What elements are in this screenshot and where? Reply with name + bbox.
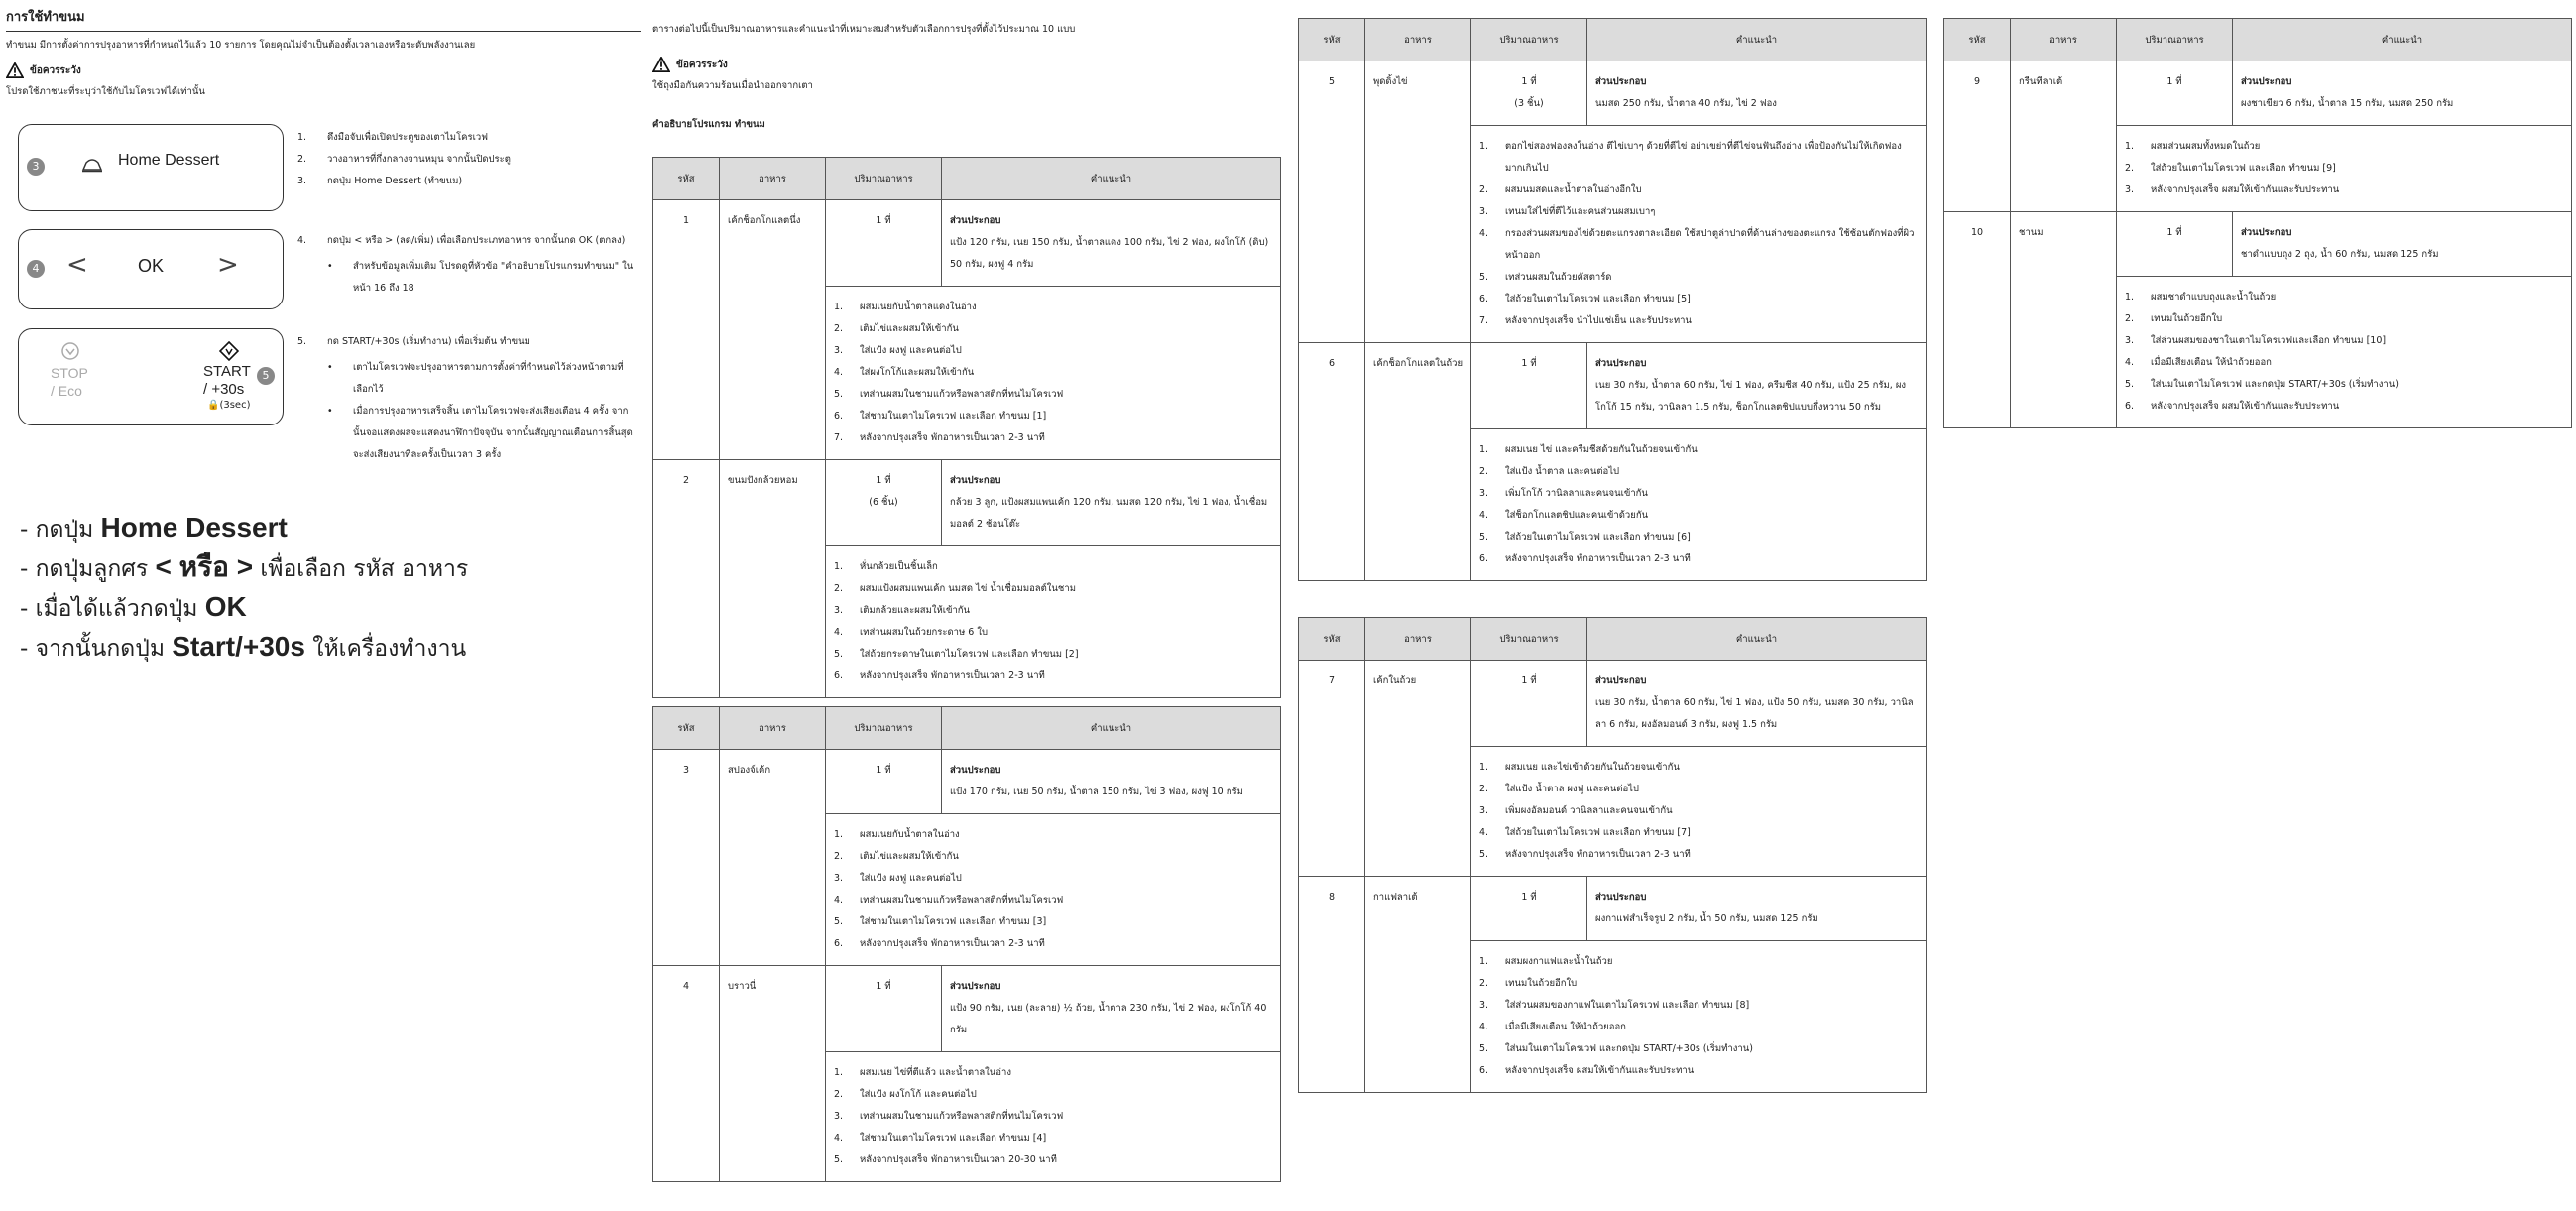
table-header-row [1944, 19, 2572, 61]
table-row [1299, 661, 1927, 747]
program-section-title: คำอธิบายโปรแกรม ทำขนม [652, 119, 765, 130]
list-item: 2. ใส่แป้ง น้ำตาล และคนต่อไป [1479, 466, 1620, 477]
list-item: 4. ใส่ผงโกโก้และผสมให้เข้ากัน [834, 367, 975, 378]
recipe-steps [1471, 747, 1927, 877]
list-item: 5. ใส่นมในเตาไมโครเวฟ และกดปุ่ม START/+30s (เริ่มทำงาน) [2125, 379, 2399, 390]
list-item: 2. ใส่แป้ง น้ำตาล ผงฟู และคนต่อไป [1479, 784, 1639, 794]
list-item: 3. เทส่วนผสมในชามแก้วหรือพลาสติกที่ทนไมโครเวฟ [834, 1111, 1064, 1122]
recipe-steps [1471, 429, 1927, 581]
recipe-food: บราวนี่ [720, 966, 826, 1182]
ingredients-text: แป้ง 90 กรัม, เนย (ละลาย) ½ ถ้วย, น้ำตาล 230 กรัม, ไข่ 2 ฟอง, ผงโกโก้ 40 กรัม [950, 1003, 1267, 1035]
recipe-table [652, 706, 1281, 1182]
recipe-steps [1471, 126, 1927, 343]
list-item: 1. ผสมเนยกับน้ำตาลแดงในอ่าง [834, 302, 977, 312]
ingredients-label: ส่วนประกอบ [950, 981, 1001, 992]
recipe-table-1-2 [652, 157, 1281, 698]
table-row [653, 966, 1281, 1052]
recipe-steps [826, 546, 1281, 698]
steps-list [1479, 757, 1918, 866]
list-item: 4. เมื่อมีเสียงเตือน ให้นำถ้วยออก [1479, 1022, 1626, 1032]
ok-button[interactable]: OK [138, 256, 165, 276]
recipe-steps [826, 814, 1281, 966]
caution-text: โปรดใช้ภาชนะที่ระบุว่าใช้กับไมโครเวฟได้เท่านั้น [6, 86, 205, 97]
decrease-button[interactable]: < [66, 250, 88, 280]
ingredients-text: ผงกาแฟสำเร็จรูป 2 กรัม, น้ำ 50 กรัม, นมสด 125 กรัม [1595, 913, 1818, 924]
list-item: 3. เติมกล้วยและผสมให้เข้ากัน [834, 605, 971, 616]
quantity-pieces: (6 ชิ้น) [869, 497, 898, 508]
section-heading: การใช้ทำขนม [6, 6, 641, 32]
list-item: 3. ใส่ส่วนผสมของกาแฟในเตาไมโครเวฟ และเลือก ทำขนม [8] [1479, 1000, 1750, 1011]
quantity-text: 1 ที่ [1521, 675, 1537, 686]
recipe-quantity [1471, 61, 1587, 126]
recipe-ingredients [1587, 877, 1927, 941]
recipe-ingredients [942, 966, 1281, 1052]
list-item: 1. ผสมเนย ไข่ และครีมชีสด้วยกันในถ้วยจนเข้ากัน [1479, 444, 1698, 455]
stop-icon [60, 341, 80, 361]
recipe-quantity [826, 966, 942, 1052]
column-header-food: อาหาร [1365, 19, 1471, 61]
recipe-table-3-4 [652, 706, 1281, 1182]
recipe-food: กาแฟลาเต้ [1365, 877, 1471, 1093]
list-item: 1. ดึงมือจับเพื่อเปิดประตูของเตาไมโครเวฟ [297, 132, 488, 143]
recipe-code: 10 [1944, 212, 2011, 428]
recipe-ingredients [1587, 61, 1927, 126]
list-item: 4. กรองส่วนผสมของไข่ด้วยตะแกรงตาละเอียด ใช้สปาตูล่าปาดที่ด้านล่างของตะแกรง ใช้ช้อนตักฟองที่ผิวหน้าออก [1479, 228, 1915, 261]
table-intro: ตารางต่อไปนี้เป็นปริมาณอาหารและคำแนะนำที่เหมาะสมสำหรับตัวเลือกการปรุงที่ตั้งไว้ประมาณ 10 แบบ [652, 24, 1076, 35]
lock-label: 🔒(3sec) [207, 400, 251, 411]
recipe-quantity [826, 750, 942, 814]
recipe-table-9-10 [1943, 18, 2572, 428]
steps-1-3 [297, 127, 635, 192]
list-item: 3. ใส่แป้ง ผงฟู และคนต่อไป [834, 345, 962, 356]
recipe-steps [2117, 277, 2572, 428]
column-header-advice: คำแนะนำ [942, 707, 1281, 750]
list-item: 5. ใส่ชามในเตาไมโครเวฟ และเลือก ทำขนม [3] [834, 916, 1047, 927]
table-row [1944, 61, 2572, 126]
recipe-code: 8 [1299, 877, 1365, 1093]
ingredients-text: นมสด 250 กรัม, น้ำตาล 40 กรัม, ไข่ 2 ฟอง [1595, 98, 1777, 109]
column-header-code: รหัส [653, 158, 720, 200]
steps-list [2125, 287, 2563, 418]
quantity-text: 1 ที่ [1521, 76, 1537, 87]
column-header-advice: คำแนะนำ [2233, 19, 2572, 61]
recipe-quantity [2117, 212, 2233, 277]
recipe-ingredients [2233, 212, 2572, 277]
column-header-qty: ปริมาณอาหาร [2117, 19, 2233, 61]
list-item: 6. หลังจากปรุงเสร็จ ผสมให้เข้ากันและรับประทาน [2125, 401, 2340, 412]
column-header-code: รหัส [1299, 19, 1365, 61]
step-badge: 4 [27, 260, 45, 278]
recipe-food: เค้กช็อกโกแลตในถ้วย [1365, 343, 1471, 581]
ingredients-label: ส่วนประกอบ [2241, 76, 2292, 87]
recipe-code: 2 [653, 460, 720, 698]
step-5 [297, 331, 635, 470]
column-header-qty: ปริมาณอาหาร [1471, 618, 1587, 661]
list-item: 2. ใส่ถ้วยในเตาไมโครเวฟ และเลือก ทำขนม [9] [2125, 163, 2336, 174]
list-item: 1. ผสมเนย และไข่เข้าด้วยกันในถ้วยจนเข้ากัน [1479, 762, 1680, 773]
increase-button[interactable]: > [217, 250, 239, 280]
steps-list [834, 556, 1272, 687]
list-item: 5. หลังจากปรุงเสร็จ พักอาหารเป็นเวลา 20-30 นาที [834, 1154, 1057, 1165]
recipe-table-5-6 [1298, 18, 1927, 581]
big-line: - เมื่อได้แล้วกดปุ่ม OK [20, 591, 247, 622]
quantity-text: 1 ที่ [2166, 76, 2182, 87]
recipe-quantity [2117, 61, 2233, 126]
list-item: 4. เทส่วนผสมในชามแก้วหรือพลาสติกที่ทนไมโครเวฟ [834, 895, 1064, 906]
list-item: • เตาไมโครเวฟจะปรุงอาหารตามการตั้งค่าที่กำหนดไว้ล่วงหน้าตามที่เลือกไว้ [327, 362, 624, 395]
start-button[interactable]: START [203, 363, 251, 380]
recipe-ingredients [942, 460, 1281, 546]
list-item: 6. หลังจากปรุงเสร็จ พักอาหารเป็นเวลา 2-3 นาที [834, 670, 1045, 681]
quantity-pieces: (3 ชิ้น) [1514, 98, 1544, 109]
lock-icon: 🔒 [207, 400, 220, 411]
list-item: 3. กดปุ่ม Home Dessert (ทำขนม) [297, 176, 463, 186]
dessert-icon [80, 155, 104, 173]
list-item: 2. เทนมในถ้วยอีกใบ [1479, 978, 1578, 989]
steps-list [834, 1062, 1272, 1171]
stop-button[interactable]: STOP [51, 365, 88, 381]
intro-text: ทำขนม มีการตั้งค่าการปรุงอาหารที่กำหนดไว้แล้ว 10 รายการ โดยคุณไม่จำเป็นต้องตั้งเวลาเองหรือระดับพลังงานเลย [6, 40, 476, 51]
list-item: 4. ใส่ช็อกโกแลตชิปและคนเข้าด้วยกัน [1479, 510, 1649, 521]
caution-text: ใช้ถุงมือกันความร้อนเมื่อนำออกจากเตา [652, 80, 813, 91]
table-row [1299, 877, 1927, 941]
recipe-steps [826, 287, 1281, 460]
recipe-food: เค้กในถ้วย [1365, 661, 1471, 877]
recipe-table [1943, 18, 2572, 428]
recipe-ingredients [942, 200, 1281, 287]
table-row [653, 460, 1281, 546]
ingredients-label: ส่วนประกอบ [1595, 892, 1647, 903]
recipe-ingredients [942, 750, 1281, 814]
recipe-code: 4 [653, 966, 720, 1182]
recipe-steps [826, 1052, 1281, 1182]
recipe-table-7-8 [1298, 617, 1927, 1093]
list-item: 2. วางอาหารที่กึ่งกลางจานหมุน จากนั้นปิดประตู [297, 154, 511, 165]
recipe-table [1298, 18, 1927, 581]
table-header-row [1299, 618, 1927, 661]
ingredients-label: ส่วนประกอบ [1595, 76, 1647, 87]
table-row [1299, 343, 1927, 429]
steps-list [834, 824, 1272, 955]
list-item: 2. เติมไข่และผสมให้เข้ากัน [834, 851, 959, 862]
list-item: 5. ใส่ถ้วยในเตาไมโครเวฟ และเลือก ทำขนม [6] [1479, 532, 1691, 543]
big-line: - จากนั้นกดปุ่ม Start/+30s ให้เครื่องทำงาน [20, 631, 467, 662]
ingredients-text: แป้ง 120 กรัม, เนย 150 กรัม, น้ำตาลแดง 100 กรัม, ไข่ 2 ฟอง, ผงโกโก้ (ดิบ) 50 กรัม, ผงฟู 4 กรัม [950, 237, 1269, 270]
ingredients-text: ชาดำแบบถุง 2 ถุง, น้ำ 60 กรัม, นมสด 125 กรัม [2241, 249, 2439, 260]
recipe-code: 6 [1299, 343, 1365, 581]
warning-icon [6, 62, 24, 78]
list-item: 3. เพิ่มโกโก้ วานิลลาและคนจนเข้ากัน [1479, 488, 1648, 499]
list-item: • เมื่อการปรุงอาหารเสร็จสิ้น เตาไมโครเวฟจะส่งเสียงเตือน 4 ครั้ง จากนั้นจอแสดงผลจะแสดงนาฬิกาปัจจุบัน จากนั้นสัญญาณเตือนการสิ้นสุดจะส่งเสียงนาทีละครั้งเป็นเวลา 3 ครั้ง [327, 406, 633, 460]
steps-list [834, 297, 1272, 449]
table-header-row [653, 707, 1281, 750]
steps-list [2125, 136, 2563, 201]
column-header-food: อาหาร [1365, 618, 1471, 661]
ingredients-label: ส่วนประกอบ [950, 215, 1001, 226]
recipe-food: พุดดิ้งไข่ [1365, 61, 1471, 343]
column-header-qty: ปริมาณอาหาร [826, 707, 942, 750]
column-header-code: รหัส [653, 707, 720, 750]
recipe-quantity [826, 200, 942, 287]
list-item: 4. ใส่ถ้วยในเตาไมโครเวฟ และเลือก ทำขนม [7] [1479, 827, 1691, 838]
recipe-food: ชานม [2011, 212, 2117, 428]
ingredients-label: ส่วนประกอบ [1595, 675, 1647, 686]
ingredients-text: ผงชาเขียว 6 กรัม, น้ำตาล 15 กรัม, นมสด 250 กรัม [2241, 98, 2454, 109]
list-item: 2. เทนมในถ้วยอีกใบ [2125, 313, 2223, 324]
table-row [653, 200, 1281, 287]
list-item: 1. ผสมเนย ไข่ที่ตีแล้ว และน้ำตาลในอ่าง [834, 1067, 1011, 1078]
recipe-code: 9 [1944, 61, 2011, 212]
list-item: 6. ใส่ชามในเตาไมโครเวฟ และเลือก ทำขนม [1] [834, 411, 1047, 422]
column-usage [6, 0, 641, 105]
recipe-steps [1471, 941, 1927, 1093]
column-table-intro [652, 0, 1283, 138]
column-header-code: รหัส [1299, 618, 1365, 661]
big-line: - กดปุ่ม Home Dessert [20, 512, 288, 543]
eco-label: / Eco [51, 383, 82, 399]
step-badge: 5 [257, 367, 275, 385]
recipe-table [1298, 617, 1927, 1093]
list-item: 1. ตอกไข่สองฟองลงในอ่าง ตีไข่เบาๆ ด้วยที่ตีไข่ อย่าเขย่าที่ตีไข่จนฟันถึงอ่าง เพื่อป้องกันไม่ให้เกิดฟองมากเกินไป [1479, 141, 1902, 174]
table-row [1944, 212, 2572, 277]
recipe-code: 5 [1299, 61, 1365, 343]
column-header-advice: คำแนะนำ [1587, 618, 1927, 661]
step-badge: 3 [27, 158, 45, 176]
recipe-quantity [1471, 343, 1587, 429]
list-item: 5. ใส่ถ้วยกระดาษในเตาไมโครเวฟ และเลือก ทำขนม [2] [834, 649, 1079, 660]
caution-heading: ข้อควรระวัง [652, 57, 1283, 72]
recipe-quantity [1471, 877, 1587, 941]
list-item: 6. ใส่ถ้วยในเตาไมโครเวฟ และเลือก ทำขนม [5] [1479, 294, 1691, 304]
control-panel-start [18, 328, 284, 425]
list-item: 2. ผสมแป้งผสมแพนเค้ก นมสด ไข่ น้ำเชื่อมมอลต์ในชาม [834, 583, 1076, 594]
list-item: 5. เทส่วนผสมในถ้วยคัสตาร์ด [1479, 272, 1612, 283]
list-item: 6. หลังจากปรุงเสร็จ ผสมให้เข้ากันและรับประทาน [1479, 1065, 1695, 1076]
list-item: 4. ใส่ชามในเตาไมโครเวฟ และเลือก ทำขนม [4] [834, 1133, 1047, 1144]
list-item: 5. หลังจากปรุงเสร็จ พักอาหารเป็นเวลา 2-3 นาที [1479, 849, 1691, 860]
steps-list [1479, 439, 1918, 570]
column-header-qty: ปริมาณอาหาร [1471, 19, 1587, 61]
ingredients-label: ส่วนประกอบ [2241, 227, 2292, 238]
recipe-food: กรีนทีลาเต้ [2011, 61, 2117, 212]
quantity-text: 1 ที่ [2166, 227, 2182, 238]
start-icon [219, 341, 239, 361]
list-item: 3. เพิ่มผงอัลมอนด์ วานิลลาและคนจนเข้ากัน [1479, 805, 1673, 816]
ingredients-label: ส่วนประกอบ [950, 475, 1001, 486]
control-panel-home-dessert [18, 124, 284, 211]
recipe-code: 3 [653, 750, 720, 966]
quantity-text: 1 ที่ [876, 215, 891, 226]
list-item: 3. ใส่แป้ง ผงฟู และคนต่อไป [834, 873, 962, 884]
list-item: 7. หลังจากปรุงเสร็จ พักอาหารเป็นเวลา 2-3 นาที [834, 432, 1045, 443]
column-header-food: อาหาร [720, 707, 826, 750]
step-4 [297, 230, 635, 303]
list-item: 1. ผสมชาดำแบบถุงและน้ำในถ้วย [2125, 292, 2277, 303]
column-header-advice: คำแนะนำ [1587, 19, 1927, 61]
big-line: - กดปุ่มลูกศร < หรือ > เพื่อเลือก รหัส อาหาร [20, 551, 469, 582]
list-item: 5. กด START/+30s (เริ่มทำงาน) เพื่อเริ่มต้น ทำขนม [297, 336, 530, 347]
table-row [1299, 61, 1927, 126]
ingredients-text: แป้ง 170 กรัม, เนย 50 กรัม, น้ำตาล 150 กรัม, ไข่ 3 ฟอง, ผงฟู 10 กรัม [950, 787, 1243, 797]
plus30s-label: / +30s [203, 381, 245, 398]
quantity-text: 1 ที่ [1521, 358, 1537, 369]
home-dessert-button[interactable]: Home Dessert [118, 152, 220, 169]
control-panel-select [18, 229, 284, 309]
recipe-code: 1 [653, 200, 720, 460]
column-header-food: อาหาร [2011, 19, 2117, 61]
recipe-steps [2117, 126, 2572, 212]
quantity-text: 1 ที่ [876, 765, 891, 776]
quantity-text: 1 ที่ [876, 981, 891, 992]
recipe-ingredients [1587, 661, 1927, 747]
recipe-code: 7 [1299, 661, 1365, 877]
list-item: 3. เทนมใส่ไข่ที่ตีไว้และคนส่วนผสมเบาๆ [1479, 206, 1656, 217]
list-item: 1. ผสมเนยกับน้ำตาลในอ่าง [834, 829, 960, 840]
recipe-quantity [826, 460, 942, 546]
list-item: 5. เทส่วนผสมในชามแก้วหรือพลาสติกที่ทนไมโครเวฟ [834, 389, 1064, 400]
recipe-table [652, 157, 1281, 698]
ingredients-text: เนย 30 กรัม, น้ำตาล 60 กรัม, ไข่ 1 ฟอง, ครีมชีส 40 กรัม, แป้ง 25 กรัม, ผงโกโก้ 15 กรัม, วานิลลา 1.5 กรัม, ช็อกโกแลตชิปแบบกึ่งหวาน 50 กรัม [1595, 380, 1907, 413]
list-item: 7. หลังจากปรุงเสร็จ นำไปแช่เย็น และรับประทาน [1479, 315, 1692, 326]
list-item: • สำหรับข้อมูลเพิ่มเติม โปรดดูที่หัวข้อ "คำอธิบายโปรแกรมทำขนม" ในหน้า 16 ถึง 18 [327, 261, 634, 294]
list-item: 4. กดปุ่ม < หรือ > (ลด/เพิ่ม) เพื่อเลือกประเภทอาหาร จากนั้นกด OK (ตกลง) [297, 235, 626, 246]
column-header-food: อาหาร [720, 158, 826, 200]
steps-list [1479, 136, 1918, 332]
list-item: 3. หลังจากปรุงเสร็จ ผสมให้เข้ากันและรับประทาน [2125, 184, 2340, 195]
list-item: 3. ใส่ส่วนผสมของชาในเตาไมโครเวฟและเลือก ทำขนม [10] [2125, 335, 2387, 346]
recipe-ingredients [1587, 343, 1927, 429]
list-item: 4. เทส่วนผสมในถ้วยกระดาษ 6 ใบ [834, 627, 989, 638]
ingredients-label: ส่วนประกอบ [1595, 358, 1647, 369]
list-item: 5. ใส่นมในเตาไมโครเวฟ และกดปุ่ม START/+30s (เริ่มทำงาน) [1479, 1043, 1753, 1054]
table-header-row [653, 158, 1281, 200]
list-item: 2. เติมไข่และผสมให้เข้ากัน [834, 323, 959, 334]
list-item: 1. ผสมส่วนผสมทั้งหมดในถ้วย [2125, 141, 2261, 152]
caution-heading: ข้อควรระวัง [6, 62, 641, 78]
list-item: 2. ผสมนมสดและน้ำตาลในอ่างอีกใบ [1479, 184, 1642, 195]
column-header-qty: ปริมาณอาหาร [826, 158, 942, 200]
ingredients-text: เนย 30 กรัม, น้ำตาล 60 กรัม, ไข่ 1 ฟอง, แป้ง 50 กรัม, นมสด 30 กรัม, วานิลลา 6 กรัม, ผงอัลมอนด์ 3 กรัม, ผงฟู 1.5 กรัม [1595, 697, 1914, 730]
list-item: 4. เมื่อมีเสียงเตือน ให้นำถ้วยออก [2125, 357, 2272, 368]
recipe-food: เค้กช็อกโกแลตนึ่ง [720, 200, 826, 460]
recipe-food: ขนมปังกล้วยหอม [720, 460, 826, 698]
recipe-ingredients [2233, 61, 2572, 126]
list-item: 6. หลังจากปรุงเสร็จ พักอาหารเป็นเวลา 2-3 นาที [1479, 553, 1691, 564]
list-item: 6. หลังจากปรุงเสร็จ พักอาหารเป็นเวลา 2-3 นาที [834, 938, 1045, 949]
steps-list [1479, 951, 1918, 1082]
table-row [653, 750, 1281, 814]
column-header-code: รหัส [1944, 19, 2011, 61]
list-item: 2. ใส่แป้ง ผงโกโก้ และคนต่อไป [834, 1089, 977, 1100]
quantity-text: 1 ที่ [876, 475, 891, 486]
list-item: 1. หั่นกล้วยเป็นชิ้นเล็ก [834, 561, 938, 572]
list-item: 1. ผสมผงกาแฟและน้ำในถ้วย [1479, 956, 1613, 967]
warning-icon [652, 57, 670, 72]
quantity-text: 1 ที่ [1521, 892, 1537, 903]
column-header-advice: คำแนะนำ [942, 158, 1281, 200]
table-header-row [1299, 19, 1927, 61]
recipe-food: สปองจ์เค้ก [720, 750, 826, 966]
recipe-quantity [1471, 661, 1587, 747]
ingredients-text: กล้วย 3 ลูก, แป้งผสมแพนเค้ก 120 กรัม, นมสด 120 กรัม, ไข่ 1 ฟอง, น้ำเชื่อมมอลต์ 2 ช้อนโต๊ะ [950, 497, 1268, 530]
ingredients-label: ส่วนประกอบ [950, 765, 1001, 776]
